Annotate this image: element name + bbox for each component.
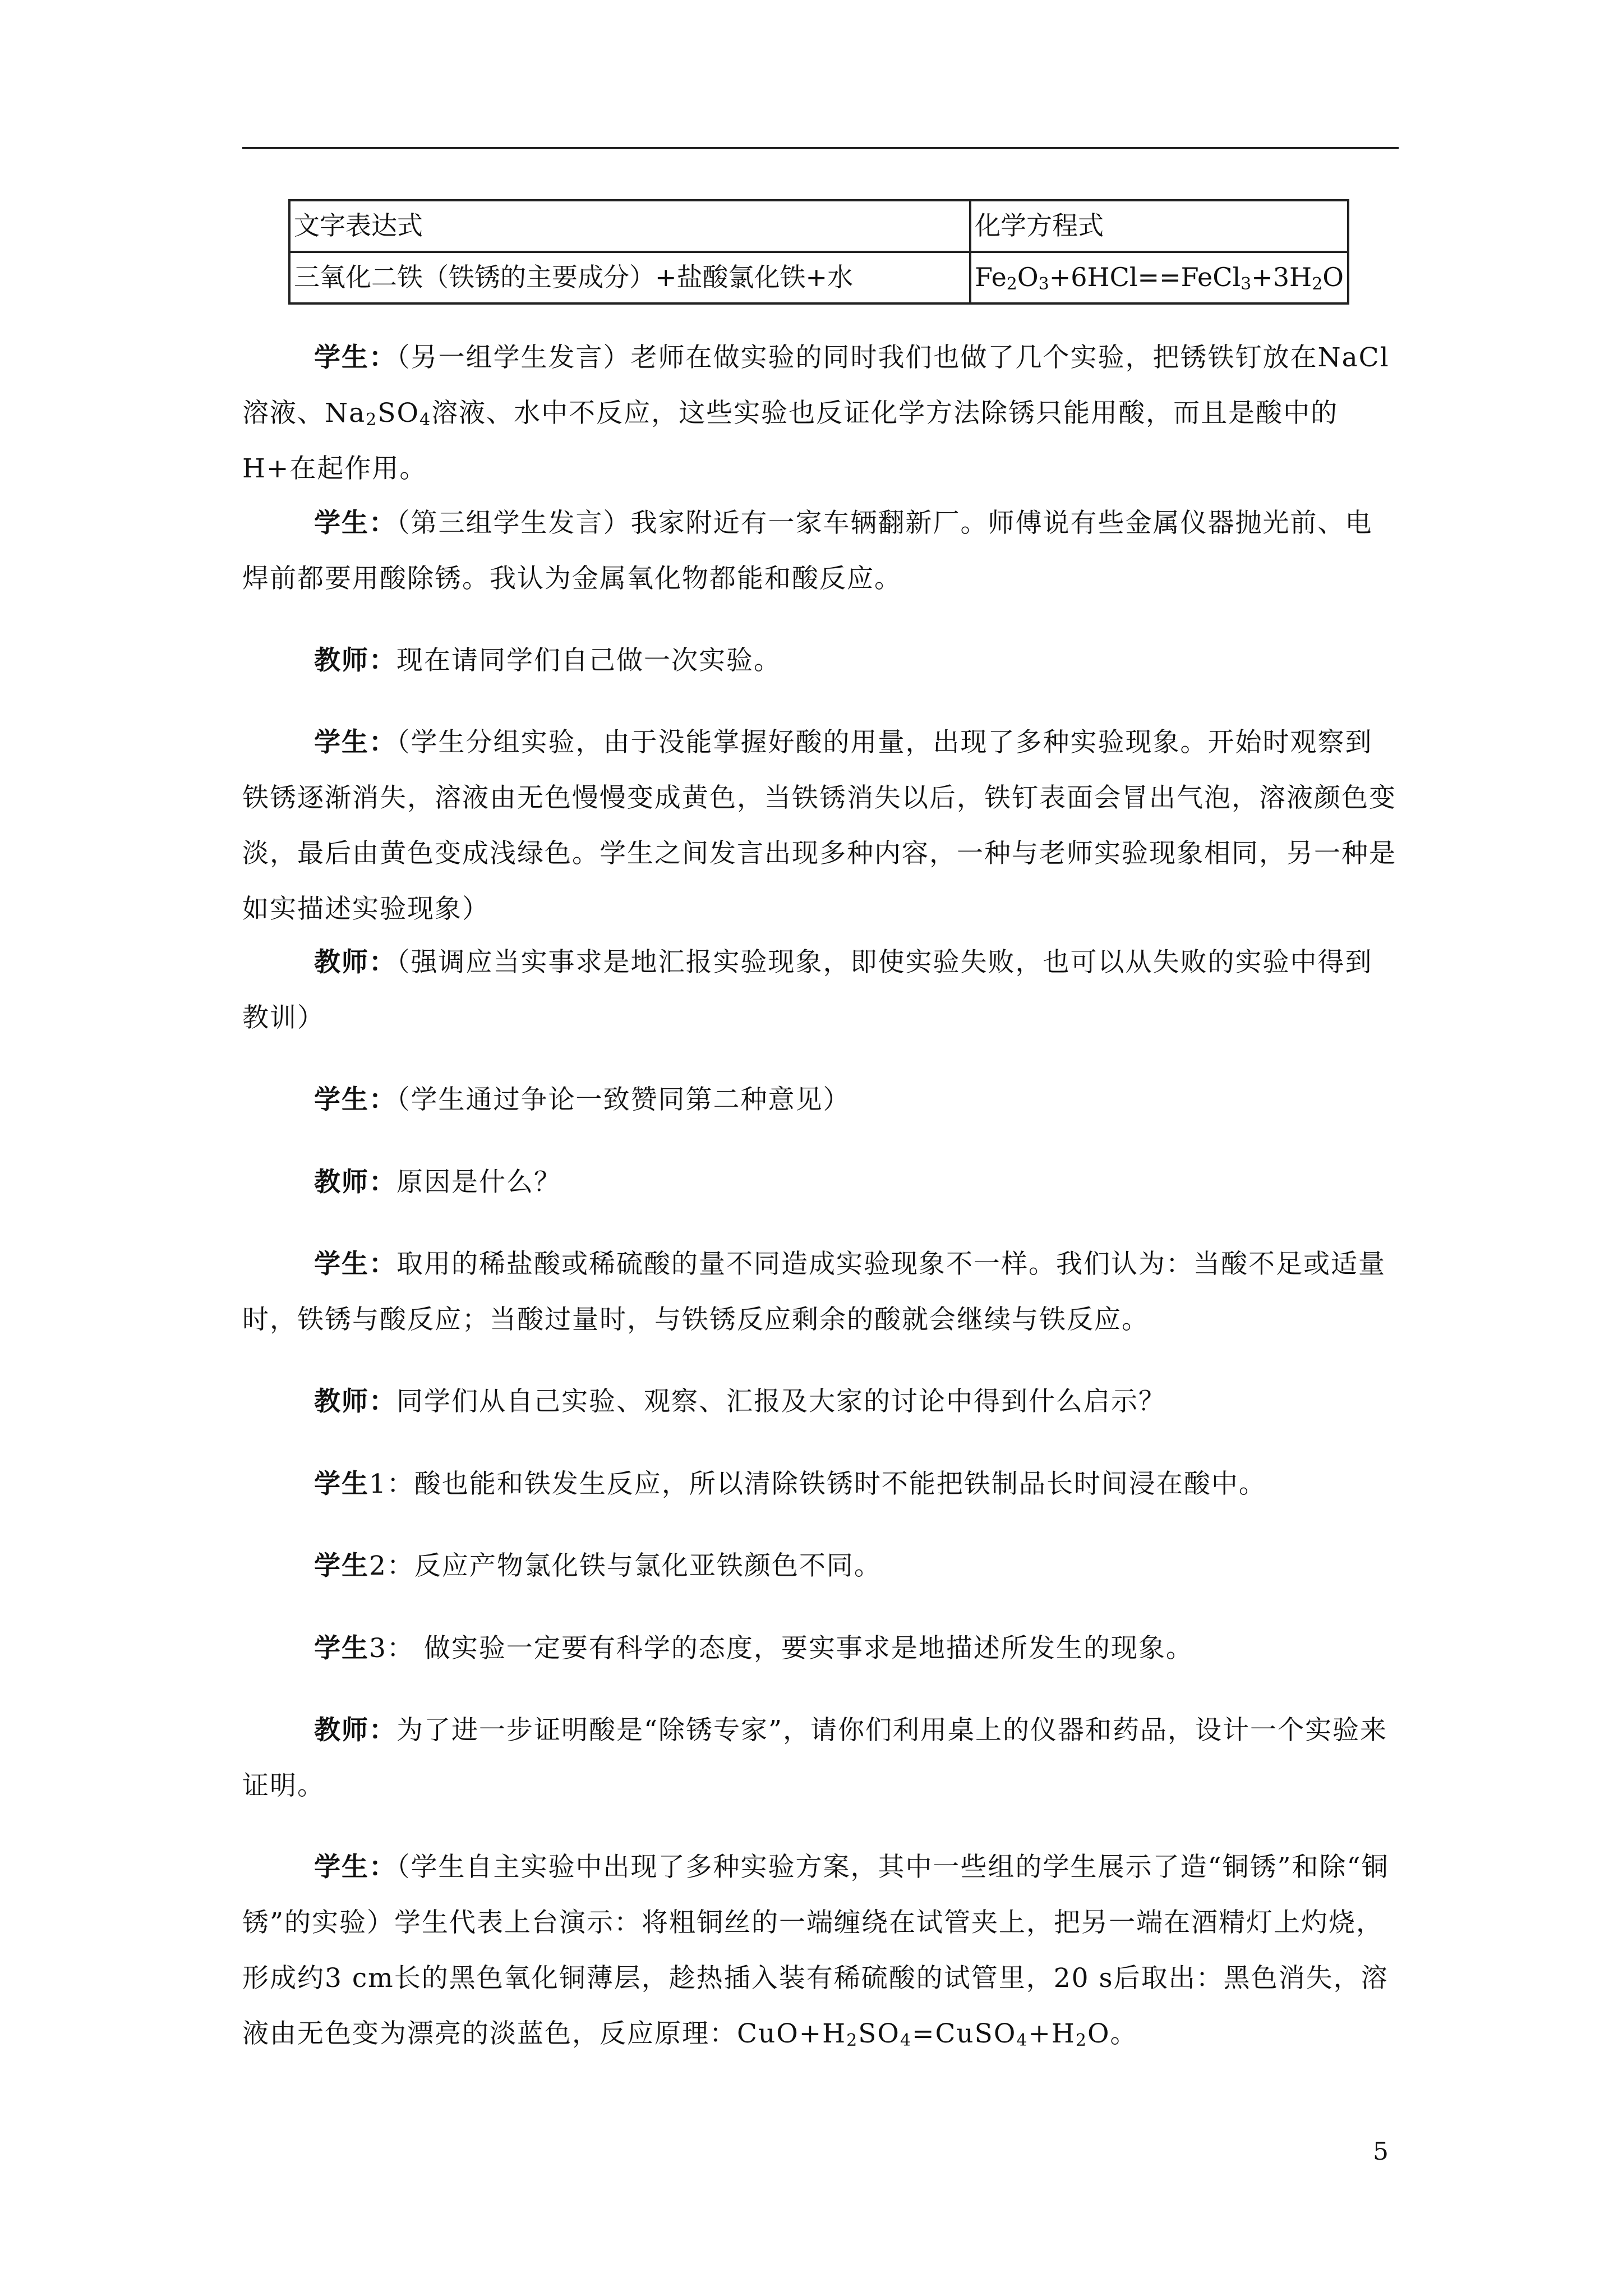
table-header-cell: 化学方程式 (970, 200, 1348, 252)
dialogue-paragraph: 学生：取用的稀盐酸或稀硫酸的量不同造成实验现象不一样。我们认为：当酸不足或适量时，铁锈与酸反应；当酸过量时，与铁锈反应剩余的酸就会继续与铁反应。 (242, 1249, 1386, 1335)
dialogue-paragraph: 学生：（第三组学生发言）我家附近有一家车辆翻新厂。师傅说有些金属仪器抛光前、电焊前都要用酸除锈。我认为金属氧化物都能和酸反应。 (242, 508, 1373, 594)
dialogue-paragraph: 学生：（学生分组实验，由于没能掌握好酸的用量，出现了多种实验现象。开始时观察到铁锈逐渐消失，溶液由无色慢慢变成黄色，当铁锈消失以后，铁钉表面会冒出气泡，溶液颜色变淡，最后由黄色变成浅绿色。学生之间发言出现多种内容，一种与老师实验现象相同，另一种是如实描述实验现象） (242, 727, 1396, 924)
dialogue-paragraph: 学生：（学生通过争论一致赞同第二种意见） (314, 1084, 851, 1115)
speaker-label: 学生： (314, 508, 396, 539)
dialogue-paragraph: 学生3： 做实验一定要有科学的态度，要实事求是地描述所发生的现象。 (314, 1633, 1193, 1664)
speaker-label: 学生 (314, 1469, 369, 1499)
table-header-cell: 文字表达式 (289, 200, 970, 252)
speaker-label: 学生： (314, 342, 396, 373)
dialogue-paragraph: 学生：（另一组学生发言）老师在做实验的同时我们也做了几个实验，把锈铁钉放在NaCl溶液、$Na_2SO_4$溶液、水中不反应，这些实验也反证化学方法除锈只能用酸，而且是酸中的H+在起作用。 (242, 342, 1390, 484)
dialogue-paragraph: 教师：（强调应当实事求是地汇报实验现象，即使实验失败，也可以从失败的实验中得到教训） (242, 947, 1373, 1033)
speaker-label: 学生： (314, 1852, 396, 1883)
dialogue-paragraph: 教师：现在请同学们自己做一次实验。 (314, 645, 781, 676)
speaker-label: 教师： (314, 947, 396, 978)
speaker-label: 教师： (314, 1715, 396, 1746)
dialogue-paragraph: 学生1：酸也能和铁发生反应，所以清除铁锈时不能把铁制品长时间浸在酸中。 (314, 1469, 1266, 1499)
dialogue-paragraph: 学生2：反应产物氯化铁与氯化亚铁颜色不同。 (314, 1550, 882, 1581)
dialogue-paragraph: 教师：为了进一步证明酸是“除锈专家”，请你们利用桌上的仪器和药品，设计一个实验来证明。 (242, 1715, 1388, 1801)
page-number: 5 (1373, 2137, 1389, 2166)
speaker-label: 学生 (314, 1550, 369, 1581)
header-rule (242, 147, 1399, 149)
table-row (289, 252, 1348, 303)
speaker-label: 学生： (314, 1084, 396, 1115)
speaker-label: 教师： (314, 1386, 396, 1417)
speaker-label: 教师： (314, 1167, 396, 1198)
equation-table (288, 199, 1349, 305)
speaker-label: 学生： (314, 1249, 396, 1280)
speaker-label: 学生 (314, 1633, 369, 1664)
dialogue-paragraph: 学生：（学生自主实验中出现了多种实验方案，其中一些组的学生展示了造“铜锈”和除“铜锈”的实验）学生代表上台演示：将粗铜丝的一端缠绕在试管夹上，把另一端在酒精灯上灼烧，形成约3 cm长的黑色氧化铜薄层，趁热插入装有稀硫酸的试管里，20 s后取出：黑色消失，溶液由无色变为漂亮的淡蓝色，反应原理：$CuO+H_2SO_4=CuSO_4+H_2O$。 (242, 1852, 1389, 2050)
word-equation-cell: 三氧化二铁（铁锈的主要成分）+盐酸氯化铁+水 (289, 252, 970, 303)
dialogue-paragraph: 教师：同学们从自己实验、观察、汇报及大家的讨论中得到什么启示？ (314, 1386, 1166, 1417)
speaker-label: 教师： (314, 645, 396, 676)
speaker-label: 学生： (314, 727, 396, 758)
chemical-equation-cell: $Fe_2O_3+6HCl==FeCl_3+3H_2O$ (970, 252, 1348, 303)
table-header-row (289, 200, 1348, 252)
dialogue-paragraph: 教师：原因是什么？ (314, 1167, 561, 1198)
